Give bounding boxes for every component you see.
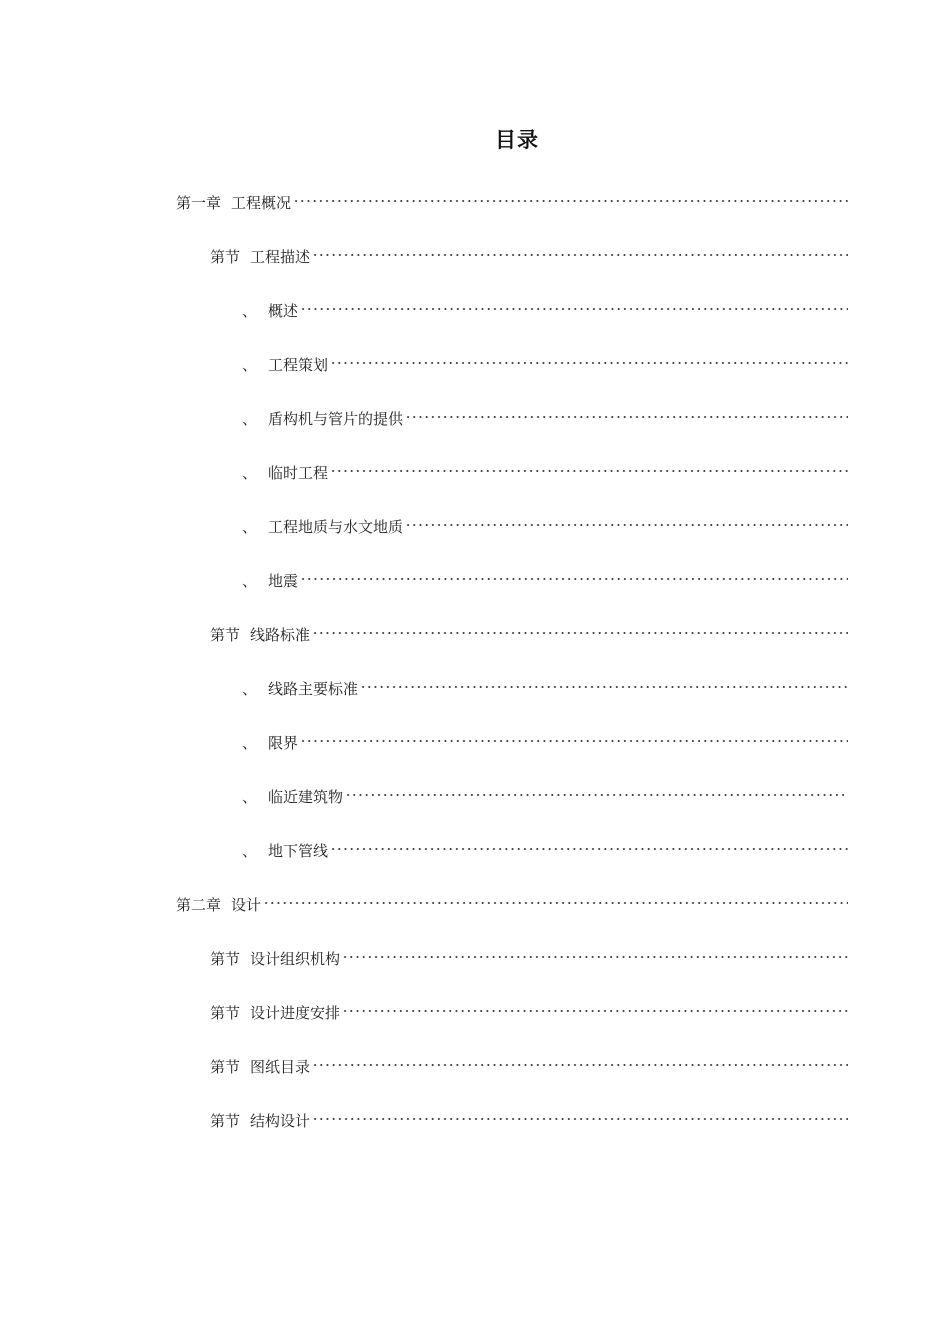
toc-entry[interactable] bbox=[210, 1102, 848, 1130]
entry-prefix: 第节 bbox=[210, 1058, 241, 1076]
dot-leader bbox=[261, 886, 848, 910]
entry-text: 临时工程 bbox=[268, 464, 329, 482]
toc-entry[interactable] bbox=[242, 292, 848, 320]
entry-prefix: 第节 bbox=[210, 1004, 241, 1022]
dot-leader bbox=[291, 184, 848, 208]
dot-leader bbox=[340, 994, 848, 1018]
entry-prefix: 、 bbox=[242, 302, 258, 320]
entry-prefix: 、 bbox=[242, 842, 258, 860]
dot-leader bbox=[358, 670, 848, 694]
toc-entry[interactable] bbox=[242, 508, 848, 536]
dot-leader bbox=[340, 940, 848, 964]
dot-leader bbox=[343, 778, 848, 802]
entry-prefix: 、 bbox=[242, 572, 258, 590]
entry-text: 线路标准 bbox=[250, 626, 311, 644]
toc-entry[interactable] bbox=[242, 562, 848, 590]
entry-prefix: 、 bbox=[242, 356, 258, 374]
entry-text: 工程策划 bbox=[268, 356, 329, 374]
toc-entry[interactable] bbox=[242, 670, 848, 698]
entry-prefix: 、 bbox=[242, 680, 258, 698]
toc-entry[interactable] bbox=[210, 616, 848, 644]
entry-text: 工程地质与水文地质 bbox=[268, 518, 404, 536]
entry-text: 线路主要标准 bbox=[268, 680, 359, 698]
entry-text: 设计进度安排 bbox=[250, 1004, 341, 1022]
dot-leader bbox=[328, 346, 848, 370]
toc-title: 目录 bbox=[495, 127, 539, 152]
entry-prefix: 、 bbox=[242, 788, 258, 806]
toc-entry[interactable] bbox=[176, 184, 848, 212]
toc-entry[interactable] bbox=[242, 400, 848, 428]
entry-text: 临近建筑物 bbox=[268, 788, 344, 806]
dot-leader bbox=[310, 1048, 848, 1072]
entry-prefix: 、 bbox=[242, 734, 258, 752]
entry-text: 工程概况 bbox=[231, 194, 292, 212]
entry-text: 地震 bbox=[268, 572, 299, 590]
dot-leader bbox=[298, 724, 848, 748]
toc-entry[interactable] bbox=[210, 940, 848, 968]
toc-entry[interactable] bbox=[242, 832, 848, 860]
toc-entry[interactable] bbox=[242, 454, 848, 482]
dot-leader bbox=[310, 238, 848, 262]
dot-leader bbox=[298, 292, 848, 316]
entry-prefix: 第节 bbox=[210, 1112, 241, 1130]
toc-entry[interactable] bbox=[242, 346, 848, 374]
dot-leader bbox=[310, 616, 848, 640]
toc-entry[interactable] bbox=[210, 238, 848, 266]
entry-text: 设计 bbox=[231, 896, 262, 914]
dot-leader bbox=[310, 1102, 848, 1126]
entry-prefix: 、 bbox=[242, 518, 258, 536]
dot-leader bbox=[403, 508, 848, 532]
dot-leader bbox=[328, 832, 848, 856]
dot-leader bbox=[328, 454, 848, 478]
entry-prefix: 、 bbox=[242, 410, 258, 428]
entry-prefix: 第节 bbox=[210, 626, 241, 644]
entry-text: 图纸目录 bbox=[250, 1058, 311, 1076]
entry-text: 概述 bbox=[268, 302, 299, 320]
toc-entry[interactable] bbox=[242, 724, 848, 752]
entry-text: 工程描述 bbox=[250, 248, 311, 266]
entry-text: 限界 bbox=[268, 734, 299, 752]
dot-leader bbox=[403, 400, 848, 424]
toc-entry[interactable] bbox=[242, 778, 848, 806]
dot-leader bbox=[298, 562, 848, 586]
entry-prefix: 第一章 bbox=[176, 194, 222, 212]
entry-text: 设计组织机构 bbox=[250, 950, 341, 968]
toc-entry[interactable] bbox=[176, 886, 848, 914]
toc-entry[interactable] bbox=[210, 1048, 848, 1076]
entry-text: 结构设计 bbox=[250, 1112, 311, 1130]
entry-prefix: 第二章 bbox=[176, 896, 222, 914]
entry-prefix: 、 bbox=[242, 464, 258, 482]
toc-entry[interactable] bbox=[210, 994, 848, 1022]
entry-text: 地下管线 bbox=[268, 842, 329, 860]
entry-text: 盾构机与管片的提供 bbox=[268, 410, 404, 428]
entry-prefix: 第节 bbox=[210, 950, 241, 968]
entry-prefix: 第节 bbox=[210, 248, 241, 266]
